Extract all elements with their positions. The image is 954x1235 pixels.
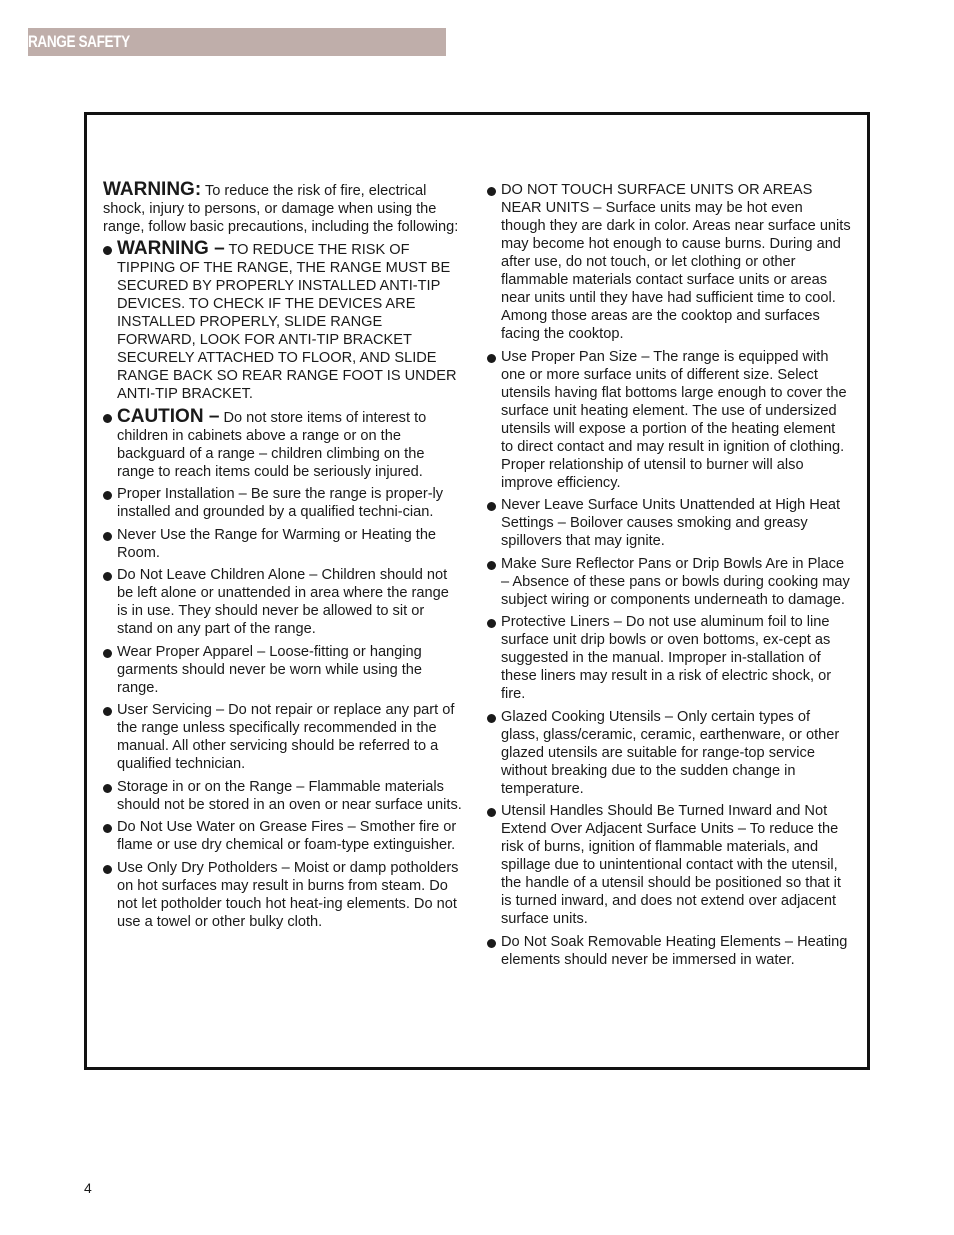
item-text: Wear Proper Apparel – Loose-fitting or hanging garments should never be worn while using the range. <box>117 643 423 696</box>
safety-list-item <box>103 818 463 854</box>
item-text: Make Sure Reflector Pans or Drip Bowls Are in Place – Absence of these pans or bowls during cooking may subject wiring or components underneath to damage. <box>501 555 850 608</box>
safety-list-item <box>103 859 463 931</box>
safety-list-item <box>487 933 851 969</box>
bullet-icon <box>487 561 496 570</box>
intro-paragraph <box>103 181 463 236</box>
bullet-icon <box>103 246 112 255</box>
item-text: TO REDUCE THE RISK OF TIPPING OF THE RANGE, THE RANGE MUST BE SECURED BY PROPERLY INSTALLED ANTI-TIP DEVICES. TO CHECK IF THE DEVICES ARE INSTALLED PROPERLY, SLIDE RANGE FORWARD, LOOK FOR ANTI-TIP BRACKET SECURELY ATTACHED TO FLOOR, AND SLIDE RANGE BACK SO REAR RANGE FOOT IS UNDER ANTI-TIP BRACKET. <box>117 242 457 402</box>
item-text: Never Use the Range for Warming or Heating the Room. <box>117 526 437 561</box>
safety-list-item <box>103 240 463 403</box>
item-lead: WARNING – <box>117 238 225 259</box>
item-text: Proper Installation – Be sure the range is proper-ly installed and grounded by a qualified techni-cian. <box>117 486 444 520</box>
safety-list-item <box>103 643 463 697</box>
safety-list-item <box>487 496 851 550</box>
safety-list-item <box>103 566 463 638</box>
item-text: Use Only Dry Potholders – Moist or damp potholders on hot surfaces may result in burns from steam. Do not let potholder touch hot heat-ing elements. Do not use a towel or other bulky cloth. <box>117 859 459 930</box>
bullet-icon <box>103 824 112 833</box>
section-title: RANGE SAFETY <box>28 32 130 51</box>
bullet-icon <box>487 502 496 511</box>
bullet-icon <box>103 865 112 874</box>
bullet-icon <box>103 784 112 793</box>
bullet-icon <box>103 491 112 500</box>
right-bullet-list <box>487 181 851 969</box>
safety-list-item <box>487 613 851 703</box>
bullet-icon <box>487 714 496 723</box>
safety-list-item <box>487 181 851 343</box>
safety-list-item <box>103 405 463 481</box>
safety-list-item <box>487 708 851 798</box>
item-text: Do Not Soak Removable Heating Elements – Heating elements should never be immersed in water. <box>501 933 848 968</box>
item-text: Storage in or on the Range – Flammable materials should not be stored in an oven or near surface units. <box>117 778 462 813</box>
left-bullet-list <box>103 240 463 931</box>
item-lead: CAUTION – <box>117 405 220 427</box>
item-text: Use Proper Pan Size – The range is equipped with one or more surface units of different size. Select utensils having flat bottoms large enough to cover the surface unit heating element. The use of undersized utensils will expose a portion of the heating element to direct contact and may result in ignition of clothing. Proper relationship of utensil to burner will also improve efficiency. <box>501 348 847 491</box>
safety-list-item <box>103 701 463 773</box>
bullet-icon <box>103 649 112 658</box>
safety-list-item <box>103 485 463 521</box>
intro-warning-lead: WARNING: <box>103 179 202 200</box>
item-text: Glazed Cooking Utensils – Only certain types of glass, glass/ceramic, ceramic, earthenware, or other glazed utensils are suitable for range-top service without breaking due to the sudden change in temperature. <box>501 708 840 797</box>
safety-instructions-box <box>84 112 870 1070</box>
bullet-icon <box>487 354 496 363</box>
right-column <box>487 181 851 973</box>
page-number: 4 <box>84 1180 92 1196</box>
item-text: Do Not Use Water on Grease Fires – Smother fire or flame or use dry chemical or foam-type extinguisher. <box>117 819 457 853</box>
item-text: Do Not Leave Children Alone – Children should not be left alone or unattended in area where the range is in use. They should never be allowed to sit or stand on any part of the range. <box>117 567 449 637</box>
left-column <box>103 181 463 935</box>
item-text: Protective Liners – Do not use aluminum foil to line surface unit drip bowls or oven bottoms, ex-cept as suggested in the manual. Improper in-stallation of these liners may result in a risk of electric shock, or fire. <box>501 614 832 702</box>
bullet-icon <box>487 187 496 196</box>
bullet-icon <box>487 619 496 628</box>
bullet-icon <box>487 808 496 817</box>
item-text: DO NOT TOUCH SURFACE UNITS OR AREAS NEAR UNITS – Surface units may be hot even though they are dark in color. Areas near surface units may become hot enough to cause burns. During and after use, do not touch, or let clothing or other flammable materials contact surface units or areas near units until they have had sufficient time to cool. Among those areas are the cooktop and surfaces facing the cooktop. <box>501 182 851 342</box>
bullet-icon <box>103 707 112 716</box>
bullet-icon <box>103 532 112 541</box>
intro-text: To reduce the risk of fire, electrical shock, injury to persons, or damage when using the range, follow basic precautions, including the following: <box>103 183 459 235</box>
bullet-icon <box>103 572 112 581</box>
item-text: Utensil Handles Should Be Turned Inward and Not Extend Over Adjacent Surface Units – To reduce the risk of burns, ignition of flammable materials, and spillage due to unintentional contact with the utensil, the handle of a utensil should be positioned so that it is turned inward, and does not extend over adjacent surface units. <box>501 803 841 927</box>
safety-list-item <box>487 348 851 492</box>
safety-list-item <box>103 778 463 814</box>
item-text: Never Leave Surface Units Unattended at High Heat Settings – Boilover causes smoking and greasy spillovers that may ignite. <box>501 497 841 549</box>
bullet-icon <box>103 414 112 423</box>
safety-list-item <box>487 555 851 609</box>
safety-list-item <box>487 802 851 928</box>
safety-list-item <box>103 526 463 562</box>
item-text: Do not store items of interest to children in cabinets above a range or on the backguard of a range – children climbing on the range to reach items could be seriously injured. <box>117 409 427 480</box>
item-text: User Servicing – Do not repair or replace any part of the range unless specifically recommended in the manual. All other servicing should be referred to a qualified technician. <box>117 702 455 772</box>
bullet-icon <box>487 939 496 948</box>
